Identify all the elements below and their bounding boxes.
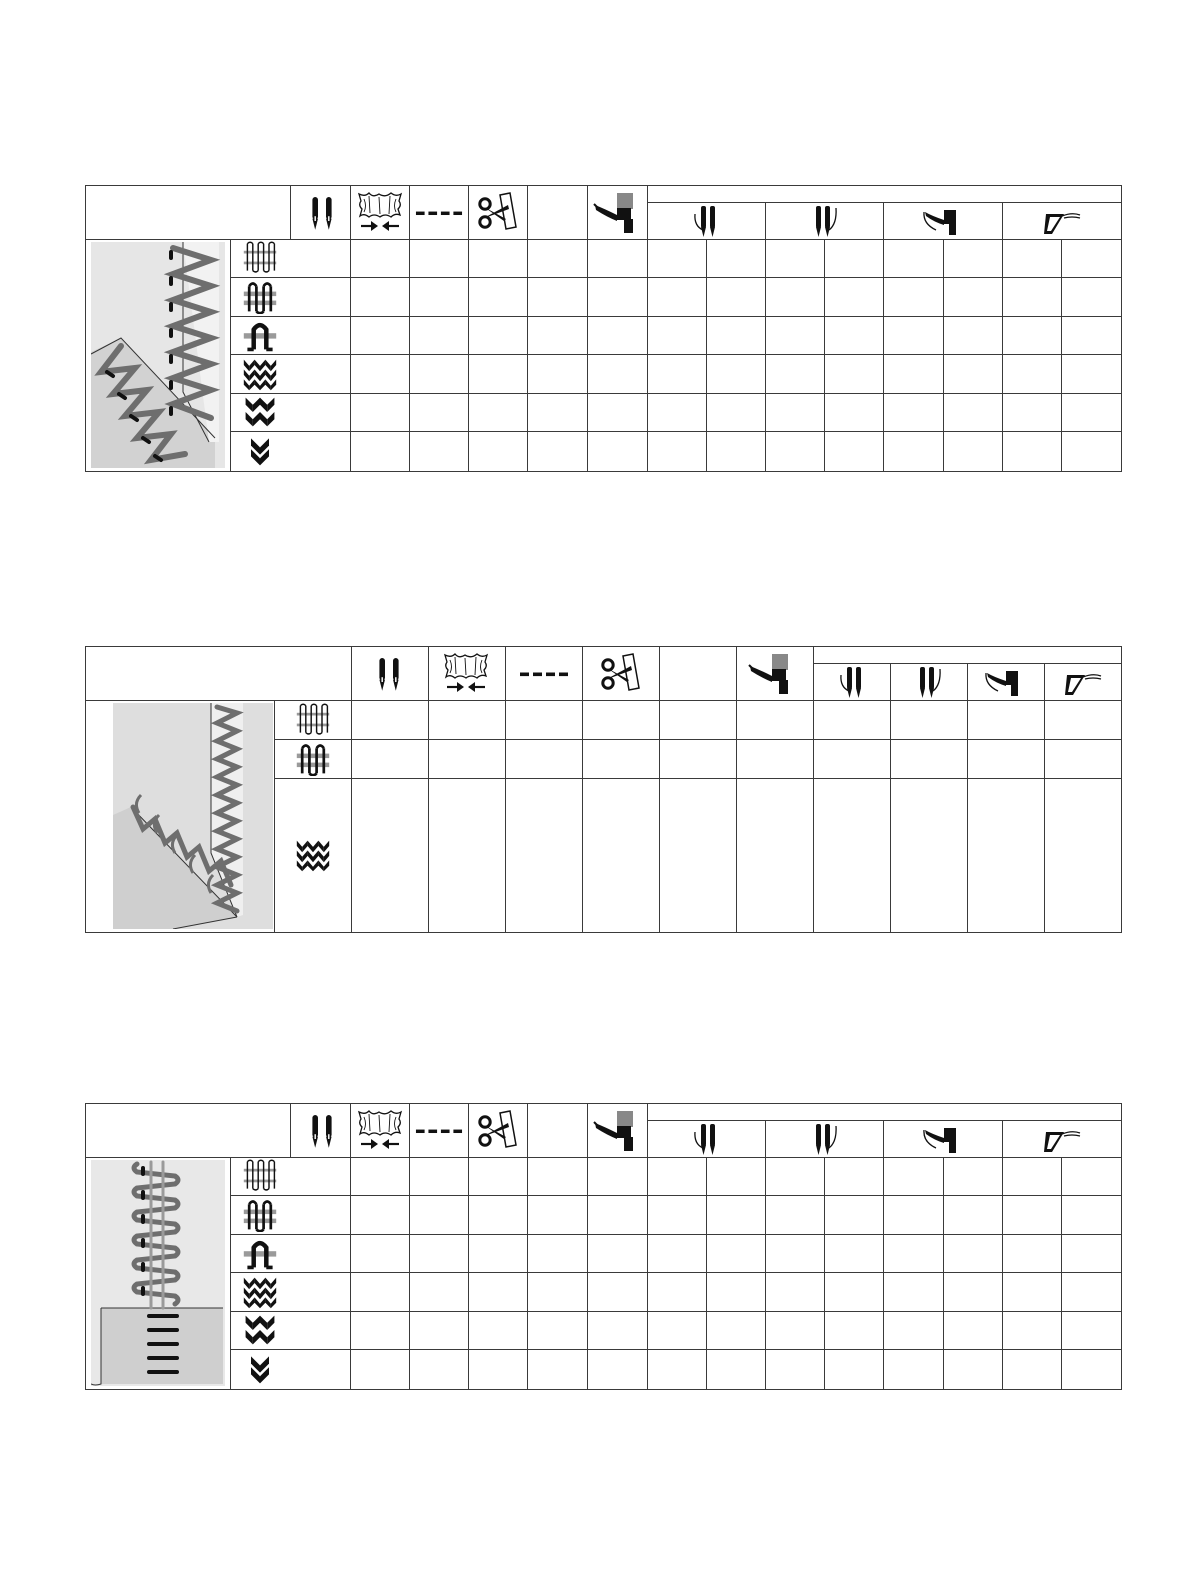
upper-looper-icon <box>922 1122 966 1156</box>
differential-feed-icon <box>355 1109 405 1153</box>
two-needles-icon <box>306 191 338 235</box>
light-knit-fabric-icon <box>242 1352 278 1386</box>
very-lightweight-fabric-icon <box>295 703 331 737</box>
presser-foot-pressure-icon <box>748 652 800 696</box>
heavy-knit-fabric-icon <box>242 1275 278 1309</box>
left-needle-thread-icon <box>691 204 721 238</box>
settings-table-3 <box>85 1103 1122 1390</box>
flatlock-corner-illustration <box>113 703 273 929</box>
differential-feed-icon <box>355 191 405 235</box>
heavy-knit-fabric-icon <box>295 838 331 872</box>
lower-looper-icon <box>1040 204 1084 238</box>
stitch-length-icon <box>415 208 463 218</box>
two-needles-icon <box>306 1109 338 1153</box>
lightweight-fabric-icon <box>295 742 331 776</box>
left-needle-thread-icon <box>691 1122 721 1156</box>
very-lightweight-fabric-icon <box>242 241 278 275</box>
light-knit-fabric-icon <box>242 434 278 468</box>
medium-fabric-icon <box>242 318 278 352</box>
right-needle-thread-icon <box>914 665 944 699</box>
right-needle-thread-icon <box>810 1122 840 1156</box>
medium-knit-fabric-icon <box>242 395 278 429</box>
upper-looper-icon <box>922 204 966 238</box>
lightweight-fabric-icon <box>242 280 278 314</box>
lower-looper-icon <box>1061 665 1105 699</box>
settings-table-2 <box>85 646 1122 933</box>
lower-looper-icon <box>1040 1122 1084 1156</box>
cutting-knife-icon <box>476 191 520 235</box>
heavy-knit-fabric-icon <box>242 357 278 391</box>
cutting-knife-icon <box>476 1109 520 1153</box>
settings-table-1 <box>85 185 1122 472</box>
left-needle-thread-icon <box>837 665 867 699</box>
lightweight-fabric-icon <box>242 1198 278 1232</box>
medium-knit-fabric-icon <box>242 1313 278 1347</box>
right-needle-thread-icon <box>810 204 840 238</box>
stitch-length-icon <box>519 669 569 679</box>
presser-foot-pressure-icon <box>593 1109 645 1153</box>
two-needles-icon <box>373 652 405 696</box>
edge-finish-illustration <box>91 1160 225 1386</box>
differential-feed-icon <box>441 652 491 696</box>
overlock-seam-corner-illustration <box>91 242 225 468</box>
very-lightweight-fabric-icon <box>242 1159 278 1193</box>
cutting-knife-icon <box>599 652 643 696</box>
stitch-length-icon <box>415 1126 463 1136</box>
presser-foot-pressure-icon <box>593 191 645 235</box>
upper-looper-icon <box>984 665 1028 699</box>
medium-fabric-icon <box>242 1236 278 1270</box>
